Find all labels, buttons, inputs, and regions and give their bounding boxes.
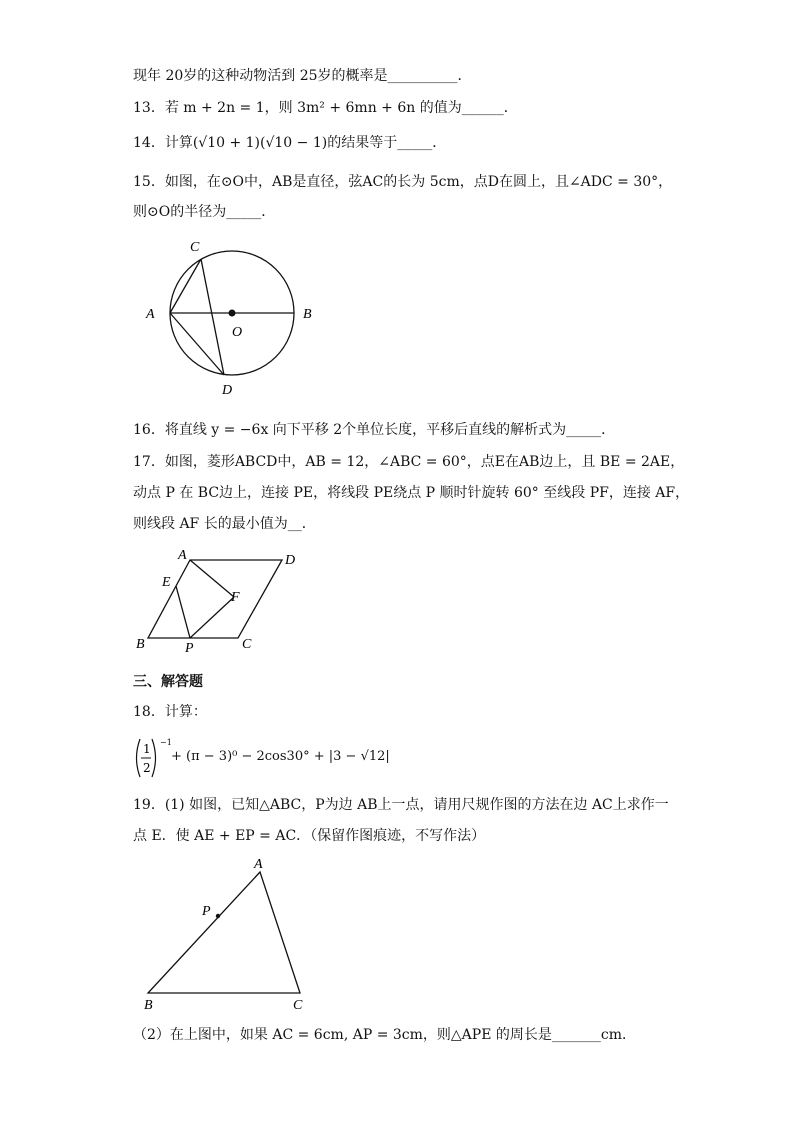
text-line-intro: 现年 20岁的这种动物活到 25岁的概率是__________． xyxy=(133,68,472,84)
fraction-denominator: 2 xyxy=(143,761,151,775)
label-A: A xyxy=(146,307,155,322)
label-O: O xyxy=(232,325,243,340)
label-D: D xyxy=(285,553,296,568)
label-D: D xyxy=(222,383,233,398)
figure-17-rhombus xyxy=(130,545,320,655)
question-17-line2: 动点 P 在 BC边上，连接 PE，将线段 PE绕点 P 顺时针旋转 60° 至线段 PF，连接 AF， xyxy=(133,485,690,501)
label-C: C xyxy=(242,637,252,652)
label-B: B xyxy=(303,307,312,322)
figure-19-triangle xyxy=(140,855,320,1015)
question-16: 16．将直线 y = −6x 向下平移 2个单位长度，平移后直线的解析式为_____． xyxy=(133,422,616,438)
label-B: B xyxy=(144,998,153,1013)
label-B: B xyxy=(136,637,145,652)
question-19-part2: （2）在上图中，如果 AC = 6cm, AP = 3cm，则△APE 的周长是_______cm． xyxy=(133,1027,637,1043)
fraction-numerator: 1 xyxy=(143,742,151,756)
section-title: 三、解答题 xyxy=(133,674,203,690)
question-13: 13．若 m + 2n = 1，则 3m² + 6mn + 6n 的值为______． xyxy=(133,100,518,116)
label-A: A xyxy=(178,548,187,563)
label-A: A xyxy=(254,857,263,872)
question-15-line2: 则⊙O的半径为_____． xyxy=(133,204,276,220)
figure-15-circle xyxy=(140,235,330,405)
question-18: 18．计算： xyxy=(133,704,207,720)
label-P: P xyxy=(185,641,194,656)
label-F: F xyxy=(231,590,240,605)
formula-rest: + (π − 3)⁰ − 2cos30° + |3 − √12| xyxy=(171,749,390,764)
question-14: 14．计算(√10 + 1)(√10 − 1)的结果等于_____． xyxy=(133,135,447,151)
question-19-line1: 19．(1) 如图，已知△ABC，P为边 AB上一点，请用尺规作图的方法在边 AC上求作一 xyxy=(133,797,669,813)
question-17-line3: 则线段 AF 长的最小值为__． xyxy=(133,516,316,532)
label-P: P xyxy=(202,904,211,919)
question-19-line2: 点 E．使 AE + EP = AC．（保留作图痕迹，不写作法） xyxy=(133,828,486,844)
fraction-paren xyxy=(133,737,172,779)
label-C: C xyxy=(190,240,200,255)
label-E: E xyxy=(162,575,171,590)
question-17-line1: 17．如图，菱形ABCD中，AB = 12，∠ABC = 60°，点E在AB边上，且 BE = 2AE， xyxy=(133,454,685,470)
label-C: C xyxy=(293,998,303,1013)
question-15-line1: 15．如图，在⊙O中，AB是直径，弦AC的长为 5cm，点D在圆上，且∠ADC = 30°， xyxy=(133,174,673,190)
exponent: −1 xyxy=(160,738,172,747)
